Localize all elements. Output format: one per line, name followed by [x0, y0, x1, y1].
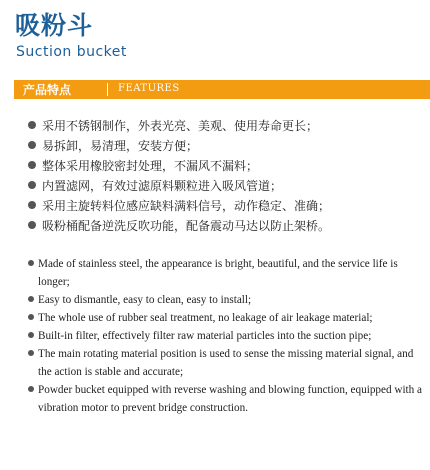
section-label-zh: 产品特点 [23, 83, 72, 97]
list-item [28, 255, 428, 291]
list-item [28, 309, 428, 327]
list-item [28, 156, 330, 176]
feature-text: 内置滤网，有效过滤原料颗粒进入吸风管道； [42, 179, 283, 193]
list-item [28, 116, 330, 136]
bullet-icon [28, 181, 36, 189]
section-divider [107, 83, 108, 96]
feature-text: Made of stainless steel, the appearance is bright, beautiful, and the service life is longer; [38, 258, 398, 288]
bullet-icon [28, 350, 34, 356]
list-item [28, 381, 428, 417]
feature-text: The whole use of rubber seal treatment, no leakage of air leakage material; [38, 312, 373, 324]
bullet-icon [28, 260, 34, 266]
feature-text: 采用主旋转料位感应缺料满料信号，动作稳定、准确； [42, 199, 331, 213]
features-list-en [28, 255, 428, 417]
feature-text: Powder bucket equipped with reverse washing and blowing function, equipped with a vibration motor to prevent bridge construction. [38, 384, 423, 414]
list-item [28, 327, 428, 345]
bullet-icon [28, 314, 34, 320]
feature-text: 整体采用橡胶密封处理，不漏风不漏料； [42, 159, 259, 173]
bullet-icon [28, 221, 36, 229]
list-item [28, 345, 428, 381]
feature-text: Built-in filter, effectively filter raw material particles into the suction pipe; [38, 330, 372, 342]
list-item [28, 291, 428, 309]
feature-text: 吸粉桶配备逆洗反吹功能，配备震动马达以防止架桥。 [42, 219, 331, 233]
bullet-icon [28, 201, 36, 209]
feature-text: The main rotating material position is used to sense the missing material signal, and the action is stable and accurate; [38, 348, 414, 378]
feature-text: Easy to dismantle, easy to clean, easy to install; [38, 294, 252, 306]
features-list-zh [28, 116, 330, 236]
list-item [28, 136, 330, 156]
bullet-icon [28, 386, 34, 392]
page-subtitle: Suction bucket [16, 44, 127, 60]
page-title: 吸粉斗 [15, 11, 94, 40]
feature-text: 易拆卸，易清理，安装方便； [42, 139, 199, 153]
bullet-icon [28, 296, 34, 302]
section-label-en: FEATURES [118, 83, 180, 94]
list-item [28, 176, 330, 196]
list-item [28, 216, 330, 236]
bullet-icon [28, 141, 36, 149]
feature-text: 采用不锈钢制作，外表光亮、美观、使用寿命更长； [42, 119, 319, 133]
bullet-icon [28, 121, 36, 129]
bullet-icon [28, 161, 36, 169]
list-item [28, 196, 330, 216]
features-section-bar [14, 80, 430, 99]
bullet-icon [28, 332, 34, 338]
